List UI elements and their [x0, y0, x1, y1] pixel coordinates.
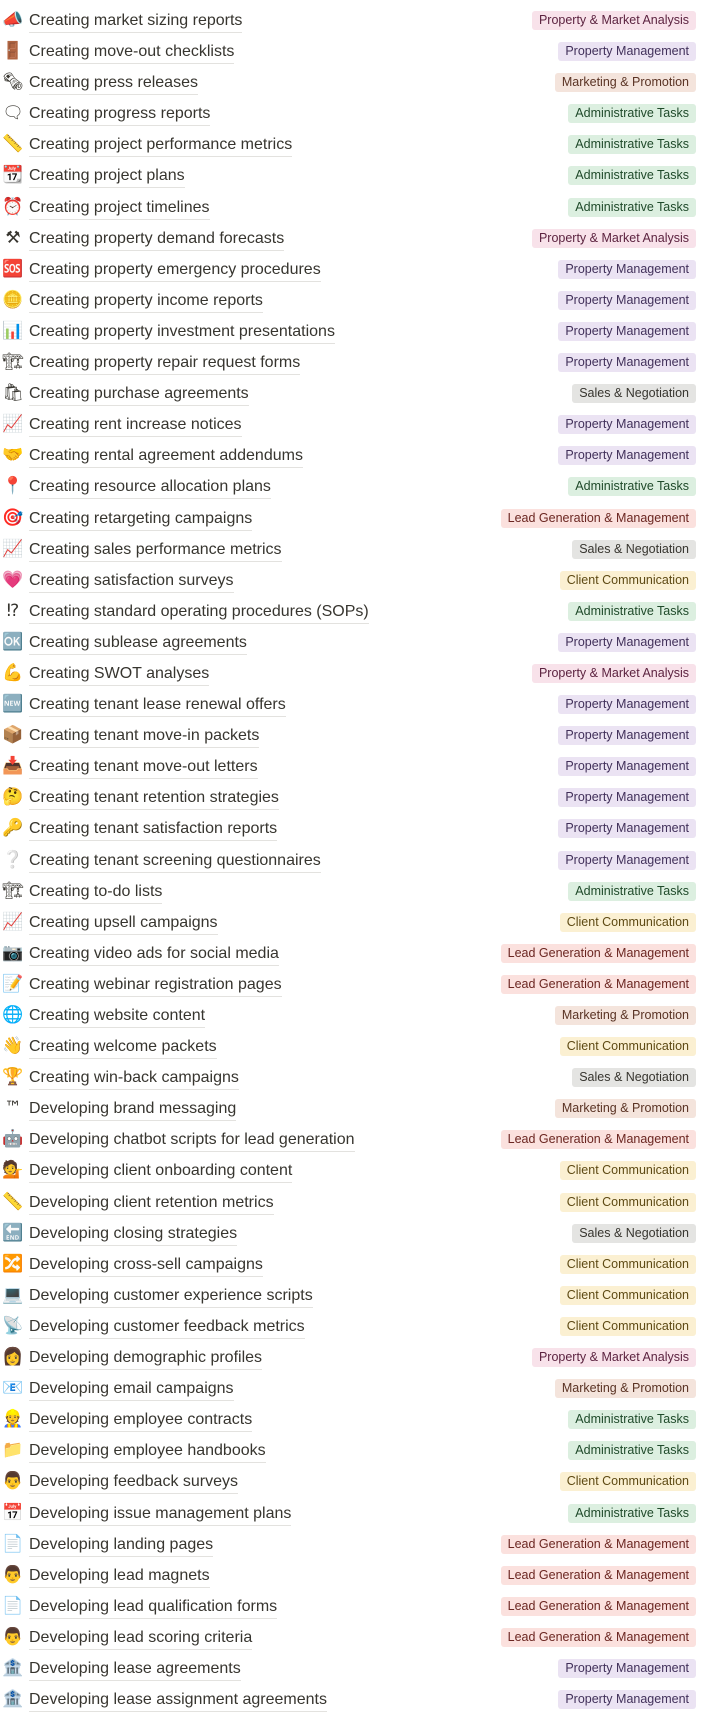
category-tag: Property Management — [558, 1659, 696, 1678]
list-item[interactable] — [0, 36, 707, 67]
list-item[interactable] — [0, 1218, 707, 1249]
list-item[interactable] — [0, 627, 707, 658]
door-icon: 🚪 — [2, 41, 24, 62]
list-item[interactable] — [0, 1000, 707, 1031]
camera-icon: 📷 — [2, 942, 24, 963]
list-item[interactable] — [0, 1124, 707, 1155]
category-tag: Administrative Tasks — [568, 104, 696, 123]
category-tag: Property Management — [558, 260, 696, 279]
category-tag: Lead Generation & Management — [501, 975, 696, 994]
flexed-bicep-icon: 💪 — [2, 662, 24, 683]
heart-icon: 💗 — [2, 569, 24, 590]
category-tag: Property Management — [558, 353, 696, 372]
trophy-icon: 🏆 — [2, 1067, 24, 1088]
item-title[interactable]: Creating tenant retention strategies — [29, 788, 279, 810]
item-title[interactable]: Creating tenant move-in packets — [29, 726, 259, 748]
ruler-icon: 📏 — [2, 1191, 24, 1212]
list-item[interactable] — [0, 285, 707, 316]
category-tag: Property Management — [558, 322, 696, 341]
item-title[interactable]: Creating video ads for social media — [29, 944, 279, 966]
item-title[interactable]: Creating website content — [29, 1006, 205, 1028]
item-title[interactable]: Developing lease agreements — [29, 1659, 241, 1681]
folder-icon: 📁 — [2, 1440, 24, 1461]
list-item[interactable] — [0, 378, 707, 409]
list-item[interactable] — [0, 67, 707, 98]
item-title[interactable]: Creating property emergency procedures — [29, 260, 321, 282]
category-tag: Property Management — [558, 788, 696, 807]
category-tag: Administrative Tasks — [568, 602, 696, 621]
memo-icon: 📝 — [2, 973, 24, 994]
item-title[interactable]: Creating tenant satisfaction reports — [29, 819, 277, 841]
list-item[interactable] — [0, 1466, 707, 1497]
trademark-icon: ™ — [4, 1098, 22, 1119]
list-item[interactable] — [0, 1031, 707, 1062]
list-item[interactable] — [0, 565, 707, 596]
list-item[interactable] — [0, 1684, 707, 1715]
category-tag: Administrative Tasks — [568, 1504, 696, 1523]
item-title[interactable]: Creating standard operating procedures (SOPs) — [29, 602, 369, 624]
category-tag: Property Management — [558, 446, 696, 465]
category-tag: Property Management — [558, 819, 696, 838]
item-title[interactable]: Creating retargeting campaigns — [29, 509, 252, 531]
chart-increasing-icon: 📈 — [2, 538, 24, 559]
envelope-icon: 📧 — [2, 1378, 24, 1399]
target-icon: 🎯 — [2, 507, 24, 528]
category-tag: Marketing & Promotion — [555, 1006, 696, 1025]
category-tag: Marketing & Promotion — [555, 73, 696, 92]
item-title[interactable]: Creating tenant screening questionnaires — [29, 851, 321, 873]
list-item[interactable] — [0, 596, 707, 627]
category-tag: Property Management — [558, 1690, 696, 1709]
list-item[interactable] — [0, 503, 707, 534]
list-item[interactable] — [0, 689, 707, 720]
shuffle-icon: 🔀 — [2, 1253, 24, 1274]
package-icon: 📦 — [2, 725, 24, 746]
category-tag: Property Management — [558, 415, 696, 434]
item-title[interactable]: Creating win-back campaigns — [29, 1068, 239, 1090]
list-item[interactable] — [0, 876, 707, 907]
category-tag: Property Management — [558, 291, 696, 310]
crane-icon: 🏗 — [2, 352, 24, 373]
list-item[interactable] — [0, 1498, 707, 1529]
list-item[interactable] — [0, 1311, 707, 1342]
list-item[interactable] — [0, 471, 707, 502]
item-title[interactable]: Creating resource allocation plans — [29, 477, 271, 499]
item-title[interactable]: Developing demographic profiles — [29, 1348, 262, 1370]
item-title[interactable]: Developing lease assignment agreements — [29, 1690, 327, 1712]
person-tipping-hand-icon: 💁 — [2, 1160, 24, 1181]
list-item[interactable] — [0, 440, 707, 471]
category-tag: Property Management — [558, 851, 696, 870]
list-item[interactable] — [0, 720, 707, 751]
category-tag: Property & Market Analysis — [532, 1348, 696, 1367]
category-tag: Client Communication — [560, 1255, 696, 1274]
item-title[interactable]: Creating property investment presentations — [29, 322, 335, 344]
category-tag: Client Communication — [560, 571, 696, 590]
category-tag: Property Management — [558, 42, 696, 61]
item-title[interactable]: Developing lead magnets — [29, 1566, 210, 1588]
category-tag: Sales & Negotiation — [572, 540, 696, 559]
question-mark-icon: ❔ — [2, 849, 24, 870]
item-title[interactable]: Developing customer feedback metrics — [29, 1317, 305, 1339]
item-title[interactable]: Creating project timelines — [29, 198, 210, 220]
newspaper-roll-icon: 🗞 — [2, 72, 24, 93]
page-facing-up-icon: 📄 — [2, 1533, 24, 1554]
item-title[interactable]: Developing lead scoring criteria — [29, 1628, 252, 1650]
new-icon: 🆕 — [2, 694, 24, 715]
satellite-icon: 📡 — [2, 1315, 24, 1336]
tear-off-calendar-icon: 📅 — [2, 1502, 24, 1523]
office-worker-icon: 👨 — [2, 1564, 24, 1585]
list-item[interactable] — [0, 1529, 707, 1560]
list-item[interactable] — [0, 1062, 707, 1093]
chart-increasing-icon: 📈 — [2, 911, 24, 932]
list-item[interactable] — [0, 98, 707, 129]
list-item[interactable] — [0, 1093, 707, 1124]
item-title[interactable]: Creating sublease agreements — [29, 633, 247, 655]
item-title[interactable]: Developing issue management plans — [29, 1504, 291, 1526]
globe-icon: 🌐 — [2, 1005, 24, 1025]
category-tag: Administrative Tasks — [568, 166, 696, 185]
alarm-clock-icon: ⏰ — [2, 196, 24, 217]
bank-icon: 🏦 — [2, 1689, 24, 1710]
ruler-icon: 📏 — [2, 134, 24, 155]
pin-icon: 📍 — [2, 476, 24, 497]
item-title[interactable]: Creating to-do lists — [29, 882, 162, 904]
item-title[interactable]: Developing customer experience scripts — [29, 1286, 313, 1308]
category-tag: Lead Generation & Management — [501, 1535, 696, 1554]
list-item[interactable] — [0, 658, 707, 689]
list-item[interactable] — [0, 969, 707, 1000]
category-tag: Administrative Tasks — [568, 1410, 696, 1429]
list-item[interactable] — [0, 1187, 707, 1218]
category-tag: Lead Generation & Management — [501, 944, 696, 963]
item-title[interactable]: Creating tenant move-out letters — [29, 757, 258, 779]
list-item[interactable] — [0, 1249, 707, 1280]
item-title[interactable]: Creating market sizing reports — [29, 11, 242, 33]
coin-icon: 🪙 — [2, 289, 24, 310]
category-tag: Administrative Tasks — [568, 477, 696, 496]
item-title[interactable]: Developing cross-sell campaigns — [29, 1255, 263, 1277]
category-tag: Client Communication — [560, 1193, 696, 1212]
item-title[interactable]: Creating rental agreement addendums — [29, 446, 303, 468]
robot-icon: 🤖 — [2, 1129, 24, 1150]
thinking-face-icon: 🤔 — [2, 787, 24, 808]
category-tag: Property Management — [558, 726, 696, 745]
page-facing-up-icon: 📄 — [2, 1595, 24, 1616]
item-title[interactable]: Creating sales performance metrics — [29, 540, 282, 562]
item-title[interactable]: Developing client onboarding content — [29, 1161, 292, 1183]
list-item[interactable] — [0, 813, 707, 844]
item-title[interactable]: Creating welcome packets — [29, 1037, 217, 1059]
category-tag: Property Management — [558, 695, 696, 714]
item-title[interactable]: Creating property demand forecasts — [29, 229, 284, 251]
list-item[interactable] — [0, 1622, 707, 1653]
key-icon: 🔑 — [2, 818, 24, 839]
item-title[interactable]: Creating progress reports — [29, 104, 210, 126]
list-item[interactable] — [0, 1155, 707, 1186]
end-arrow-icon: 🔚 — [2, 1222, 24, 1243]
list-item[interactable] — [0, 534, 707, 565]
list-item[interactable] — [0, 316, 707, 347]
list-item[interactable] — [0, 938, 707, 969]
waving-hand-icon: 👋 — [2, 1036, 24, 1057]
crane-icon: 🏗 — [2, 880, 24, 901]
list-item[interactable] — [0, 782, 707, 813]
item-title[interactable]: Creating property repair request forms — [29, 353, 300, 375]
item-title[interactable]: Creating upsell campaigns — [29, 913, 218, 935]
construction-worker-icon: 👷 — [2, 1409, 24, 1430]
list-item[interactable] — [0, 751, 707, 782]
list-item[interactable] — [0, 845, 707, 876]
item-title[interactable]: Developing chatbot scripts for lead generation — [29, 1130, 355, 1152]
bar-chart-icon: 📊 — [2, 320, 24, 341]
list-item[interactable] — [0, 907, 707, 938]
item-title[interactable]: Developing brand messaging — [29, 1099, 236, 1121]
item-title[interactable]: Creating project performance metrics — [29, 135, 292, 157]
list-item[interactable] — [0, 223, 707, 254]
list-item[interactable] — [0, 1560, 707, 1591]
category-tag: Client Communication — [560, 1286, 696, 1305]
item-title[interactable]: Creating property income reports — [29, 291, 263, 313]
list-item[interactable] — [0, 129, 707, 160]
list-item[interactable] — [0, 5, 707, 36]
category-tag: Marketing & Promotion — [555, 1099, 696, 1118]
item-title[interactable]: Developing client retention metrics — [29, 1193, 274, 1215]
category-tag: Client Communication — [560, 913, 696, 932]
category-tag: Client Communication — [560, 1472, 696, 1491]
laptop-icon: 💻 — [2, 1284, 24, 1305]
item-title[interactable]: Creating satisfaction surveys — [29, 571, 234, 593]
item-title[interactable]: Developing lead qualification forms — [29, 1597, 277, 1619]
list-item[interactable] — [0, 409, 707, 440]
category-tag: Property Management — [558, 757, 696, 776]
list-item[interactable] — [0, 1404, 707, 1435]
category-tag: Lead Generation & Management — [501, 1130, 696, 1149]
double-exclamation-icon: ⁉ — [6, 600, 20, 621]
category-tag: Property & Market Analysis — [532, 11, 696, 30]
category-tag: Sales & Negotiation — [572, 1068, 696, 1087]
category-tag: Administrative Tasks — [568, 1441, 696, 1460]
item-title[interactable]: Creating move-out checklists — [29, 42, 234, 64]
item-title[interactable]: Developing feedback surveys — [29, 1472, 238, 1494]
category-tag: Lead Generation & Management — [501, 1597, 696, 1616]
item-title[interactable]: Developing email campaigns — [29, 1379, 234, 1401]
item-title[interactable]: Creating rent increase notices — [29, 415, 242, 437]
category-tag: Lead Generation & Management — [501, 509, 696, 528]
shopping-bags-icon: 🛍 — [2, 383, 24, 404]
category-tag: Lead Generation & Management — [501, 1628, 696, 1647]
woman-office-worker-icon: 👩 — [2, 1347, 24, 1368]
list-item[interactable] — [0, 347, 707, 378]
item-title[interactable]: Developing employee contracts — [29, 1410, 252, 1432]
item-title[interactable]: Creating press releases — [29, 73, 198, 95]
category-tag: Marketing & Promotion — [555, 1379, 696, 1398]
item-title[interactable]: Developing closing strategies — [29, 1224, 237, 1246]
list-item[interactable] — [0, 1373, 707, 1404]
item-title[interactable]: Creating SWOT analyses — [29, 664, 209, 686]
item-title[interactable]: Creating project plans — [29, 166, 185, 188]
list-item[interactable] — [0, 1653, 707, 1684]
item-title[interactable]: Creating webinar registration pages — [29, 975, 282, 997]
list-item[interactable] — [0, 1280, 707, 1311]
category-tag: Client Communication — [560, 1317, 696, 1336]
category-tag: Administrative Tasks — [568, 198, 696, 217]
list-item[interactable] — [0, 1435, 707, 1466]
list-item[interactable] — [0, 254, 707, 285]
sos-icon: 🆘 — [2, 258, 24, 279]
category-tag: Sales & Negotiation — [572, 1224, 696, 1243]
speech-bubble-icon: 🗨 — [2, 103, 24, 124]
item-title[interactable]: Developing employee handbooks — [29, 1441, 266, 1463]
category-tag: Property & Market Analysis — [532, 229, 696, 248]
category-tag: Sales & Negotiation — [572, 384, 696, 403]
list-item[interactable] — [0, 160, 707, 191]
list-item[interactable] — [0, 1591, 707, 1622]
office-worker-icon: 👨 — [2, 1471, 24, 1492]
category-tag: Administrative Tasks — [568, 882, 696, 901]
category-tag: Administrative Tasks — [568, 135, 696, 154]
inbox-tray-icon: 📥 — [2, 756, 24, 777]
chart-increasing-icon: 📈 — [2, 414, 24, 435]
list-item[interactable] — [0, 192, 707, 223]
hammer-pick-icon: ⚒ — [5, 227, 21, 248]
list-item[interactable] — [0, 1342, 707, 1373]
item-title[interactable]: Creating tenant lease renewal offers — [29, 695, 286, 717]
item-title[interactable]: Developing landing pages — [29, 1535, 213, 1557]
category-tag: Property & Market Analysis — [532, 664, 696, 683]
office-worker-icon: 👨 — [2, 1626, 24, 1647]
ok-icon: 🆗 — [2, 631, 24, 652]
category-tag: Lead Generation & Management — [501, 1566, 696, 1585]
category-tag: Client Communication — [560, 1161, 696, 1180]
megaphone-icon: 📣 — [2, 10, 24, 30]
handshake-icon: 🤝 — [2, 445, 24, 466]
bank-icon: 🏦 — [2, 1657, 24, 1678]
category-tag: Client Communication — [560, 1037, 696, 1056]
category-tag: Property Management — [558, 633, 696, 652]
calendar-icon: 📆 — [2, 165, 24, 186]
item-title[interactable]: Creating purchase agreements — [29, 384, 249, 406]
